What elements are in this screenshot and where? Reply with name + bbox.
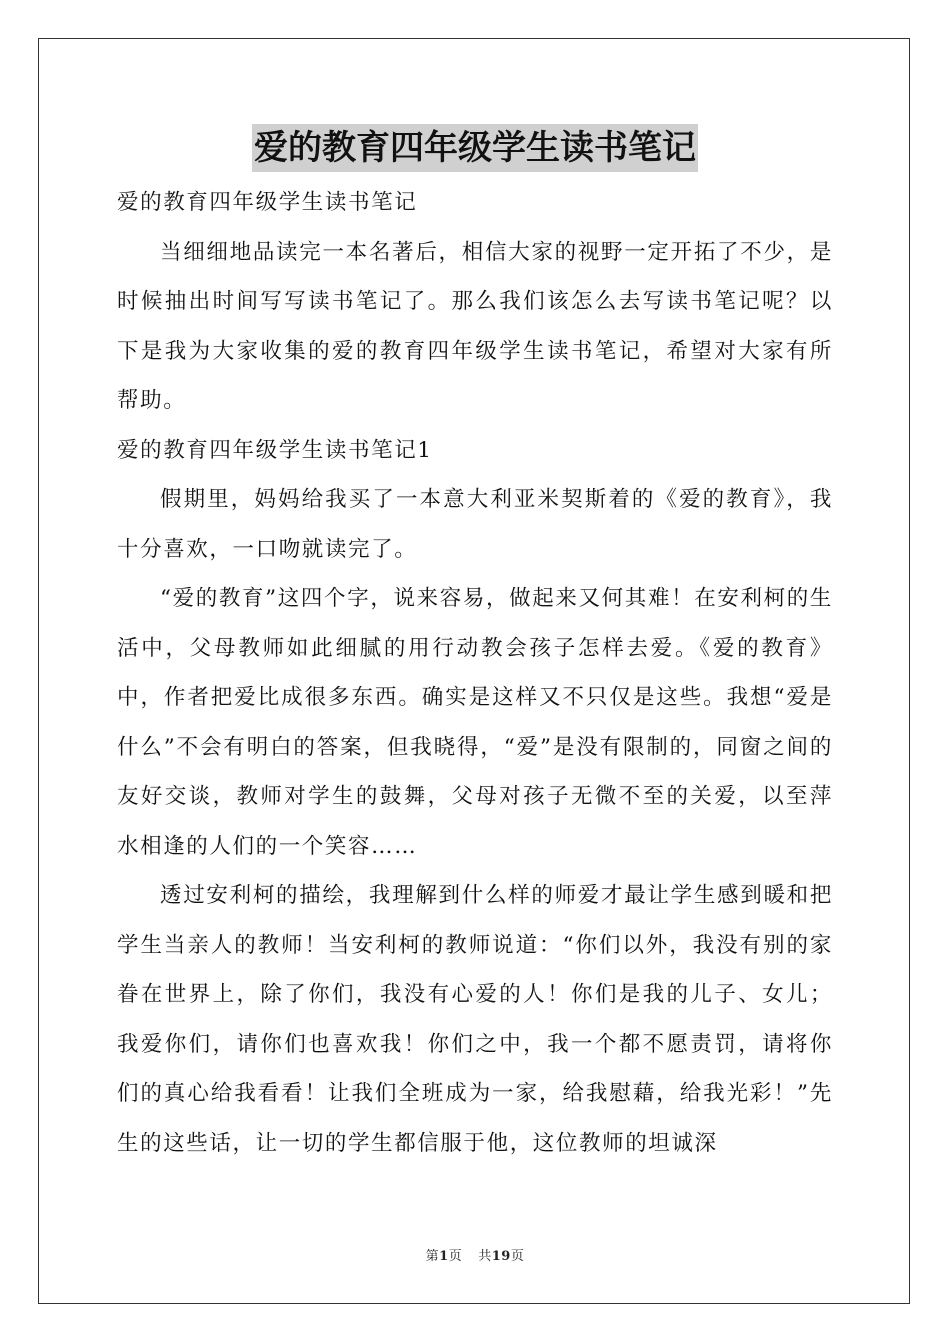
total-page-count: 19: [491, 1249, 511, 1264]
total-prefix: 共: [478, 1249, 492, 1264]
paragraph: 透过安利柯的描绘，我理解到什么样的师爱才最让学生感到暖和把学生当亲人的教师！当安利柯的教师说道：“你们以外，我没有别的家眷在世界上，除了你们，我没有心爱的人！你们是我的儿子、女儿；我爱你们，请你们也喜欢我！你们之中，我一个都不愿责罚，请将你们的真心给我看看！让我们全班成为一家，给我慰藉，给我光彩！”先生的这些话，让一切的学生都信服于他，这位教师的坦诚深: [117, 883, 833, 1156]
current-page-number: 1: [439, 1249, 449, 1264]
document-title: 爱的教育四年级学生读书笔记: [252, 124, 698, 172]
total-suffix: 页: [510, 1249, 525, 1264]
page-prefix: 第: [425, 1249, 440, 1264]
document-body: [117, 178, 833, 1168]
page-suffix: 页: [448, 1249, 463, 1264]
page-footer: [0, 1245, 950, 1264]
section-heading: 爱的教育四年级学生读书笔记1: [117, 437, 433, 463]
paragraph: “爱的教育”这四个字，说来容易，做起来又何其难！在安利柯的生活中，父母教师如此细腻的用行动教会孩子怎样去爱。《爱的教育》中，作者把爱比成很多东西。确实是这样又不只仅是这些。我想“爱是什么”不会有明白的答案，但我晓得，“爱”是没有限制的，同窗之间的友好交谈，教师对学生的鼓舞，父母对孩子无微不至的关爱，以至萍水相逢的人们的一个笑容……: [117, 586, 833, 859]
paragraph: 当细细地品读完一本名著后，相信大家的视野一定开拓了不少，是时候抽出时间写写读书笔记了。那么我们该怎么去写读书笔记呢？以下是我为大家收集的爱的教育四年级学生读书笔记，希望对大家有所帮助。: [117, 239, 833, 413]
section-heading: 爱的教育四年级学生读书笔记: [117, 190, 418, 215]
paragraph: 假期里，妈妈给我买了一本意大利亚米契斯着的《爱的教育》，我十分喜欢，一口吻就读完了。: [117, 487, 833, 562]
title-container: [0, 124, 950, 172]
